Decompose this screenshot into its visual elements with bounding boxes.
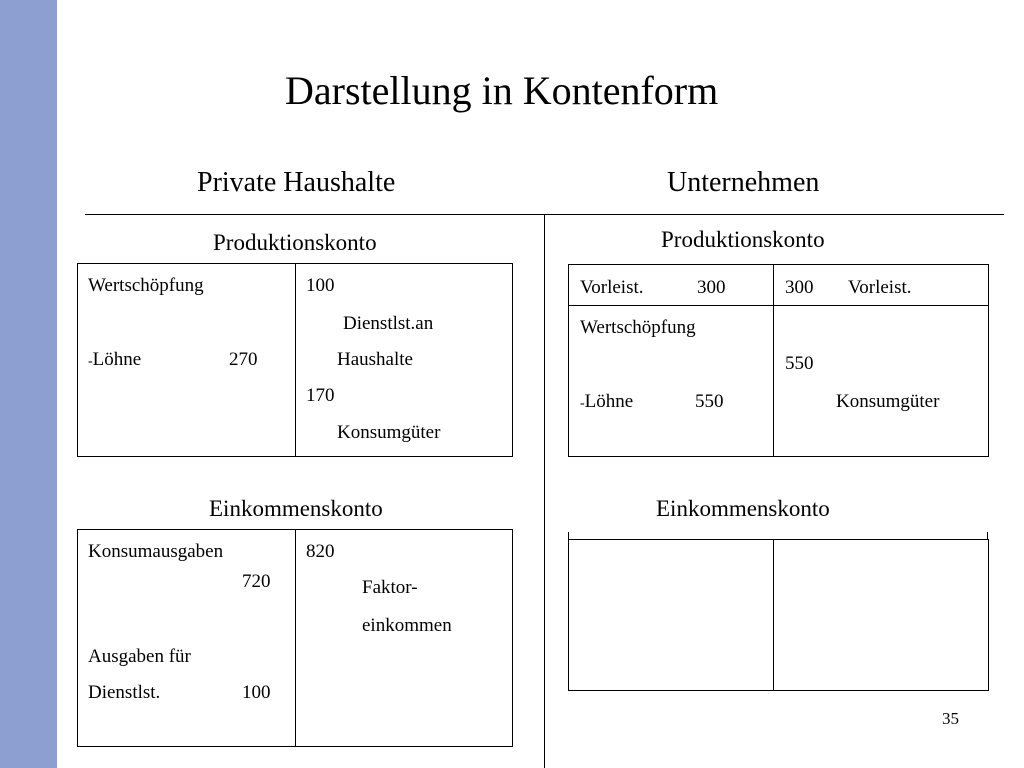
slide-title: Darstellung in Kontenform: [285, 68, 719, 113]
hh-pk-loehne-row: [88, 350, 141, 369]
ut-ek-left-tick: [568, 532, 569, 540]
hh-ek-label-b: einkommen: [362, 615, 452, 636]
ut-pk-right-vorleist-label: Vorleist.: [848, 277, 912, 298]
ut-pk-loehne-dash: -: [580, 396, 585, 411]
ut-einkommenskonto-split: [773, 540, 774, 690]
ut-einkommenskonto-title: Einkommenskonto: [656, 496, 830, 521]
header-unternehmen: Unternehmen: [667, 167, 820, 198]
ut-einkommenskonto-table: [568, 539, 989, 691]
hh-ek-konsum-label: Konsumausgaben: [88, 541, 224, 562]
ut-pk-value-2: 550: [785, 353, 814, 374]
hh-einkommenskonto-title: Einkommenskonto: [209, 496, 383, 521]
ut-pk-loehne-row: [580, 392, 633, 411]
page-number: 35: [942, 709, 959, 728]
slide-sidebar: [0, 0, 57, 768]
hh-ek-dienst-label: Dienstlst.: [88, 682, 161, 703]
ut-produktionskonto-split: [773, 265, 774, 456]
ut-pk-loehne-value: 550: [695, 391, 724, 412]
hh-pk-loehne-dash: -: [88, 354, 93, 369]
hh-pk-label-1a: Dienstlst.an: [343, 313, 434, 334]
hh-produktionskonto-split: [295, 264, 296, 456]
hh-pk-label-1b: Haushalte: [337, 349, 413, 370]
ut-produktionskonto-row-divider: [569, 305, 988, 306]
ut-pk-wertschoepfung: Wertschöpfung: [580, 317, 696, 338]
column-divider: [544, 214, 545, 768]
hh-pk-loehne-label: Löhne: [92, 349, 142, 370]
hh-pk-wertschoepfung: Wertschöpfung: [88, 275, 204, 296]
hh-einkommenskonto-split: [295, 530, 296, 746]
hh-pk-label-2: Konsumgüter: [337, 422, 441, 443]
ut-produktionskonto-title: Produktionskonto: [661, 227, 825, 252]
hh-ek-ausgaben-label: Ausgaben für: [88, 646, 191, 667]
hh-ek-value: 820: [306, 541, 335, 562]
header-private-haushalte: Private Haushalte: [197, 167, 396, 198]
ut-ek-right-tick: [987, 532, 988, 540]
hh-ek-label-a: Faktor-: [362, 577, 418, 598]
ut-pk-vorleist-label: Vorleist.: [580, 277, 644, 298]
hh-pk-loehne-value: 270: [229, 349, 258, 370]
hh-ek-dienst-value: 100: [242, 682, 271, 703]
hh-produktionskonto-title: Produktionskonto: [213, 230, 377, 255]
ut-pk-loehne-label: Löhne: [584, 391, 634, 412]
ut-pk-vorleist-value: 300: [697, 277, 726, 298]
hh-ek-konsum-value: 720: [242, 571, 271, 592]
hh-pk-value-2: 170: [306, 385, 335, 406]
hh-pk-value-1: 100: [306, 275, 335, 296]
ut-pk-right-vorleist-value: 300: [785, 277, 814, 298]
ut-pk-label-2: Konsumgüter: [836, 391, 940, 412]
